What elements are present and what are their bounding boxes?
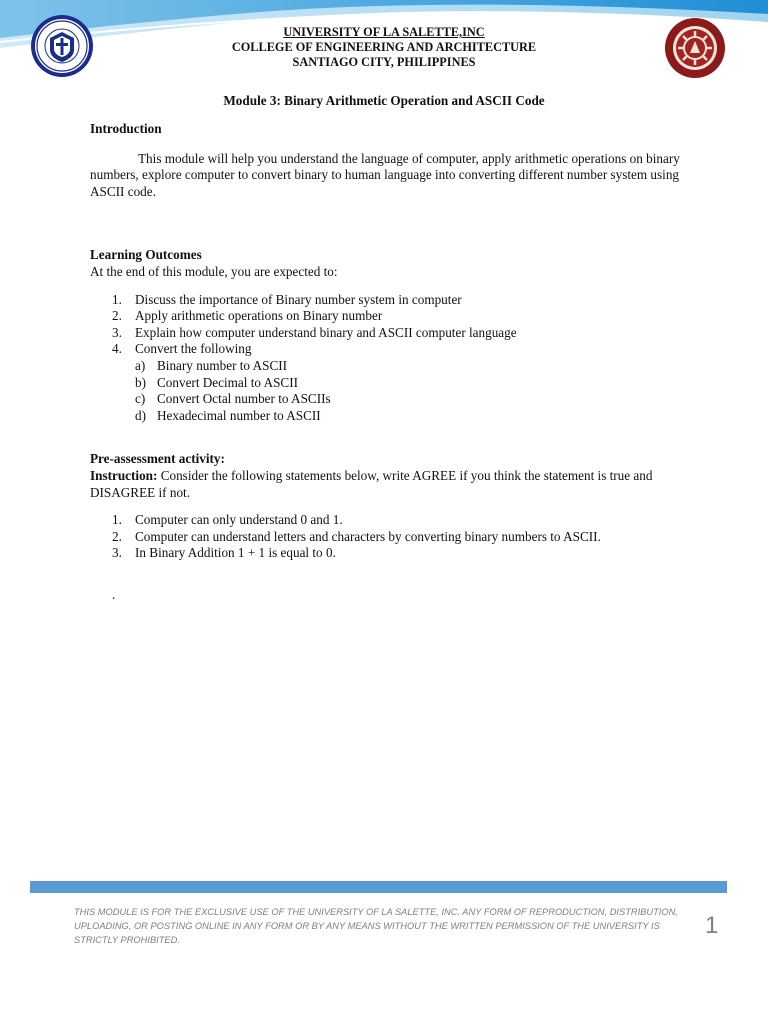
list-marker: 3. bbox=[112, 545, 122, 561]
conversion-sublist bbox=[135, 358, 680, 424]
list-item-text: Explain how computer understand binary and ASCII computer language bbox=[135, 324, 517, 340]
list-item bbox=[112, 512, 680, 529]
list-item-text: Discuss the importance of Binary number system in computer bbox=[135, 291, 462, 307]
list-item bbox=[112, 545, 680, 562]
list-marker: 2. bbox=[112, 308, 122, 324]
list-marker: 1. bbox=[112, 512, 122, 528]
learning-outcomes-lead: At the end of this module, you are expected to: bbox=[90, 263, 338, 279]
introduction-paragraph: This module will help you understand the language of computer, apply arithmetic operations on binary numbers, explore computer to convert binary to human language into converting different number system using ASCII code. bbox=[90, 150, 680, 199]
instruction-text: Consider the following statements below, write AGREE if you think the statement is true and DISAGREE if not. bbox=[90, 467, 653, 500]
list-item bbox=[112, 325, 680, 342]
learning-outcomes-heading: Learning Outcomes bbox=[90, 247, 202, 263]
list-item-text: Binary number to ASCII bbox=[157, 357, 288, 373]
document-header bbox=[0, 25, 768, 70]
list-marker: 4. bbox=[112, 341, 122, 357]
instruction-label: Instruction: bbox=[90, 467, 158, 483]
university-location: SANTIAGO CITY, PHILIPPINES bbox=[292, 55, 476, 69]
footer-bar bbox=[30, 881, 727, 893]
list-item-text: In Binary Addition 1 + 1 is equal to 0. bbox=[135, 545, 336, 561]
list-item-text: Convert the following bbox=[135, 341, 252, 357]
list-item bbox=[112, 341, 680, 424]
college-name: COLLEGE OF ENGINEERING AND ARCHITECTURE bbox=[231, 40, 537, 54]
university-name: UNIVERSITY OF LA SALETTE,INC bbox=[283, 25, 485, 39]
page-number: 1 bbox=[705, 912, 719, 939]
list-marker: 3. bbox=[112, 324, 122, 340]
list-item-text: Hexadecimal number to ASCII bbox=[157, 407, 321, 423]
sub-list-item bbox=[135, 375, 680, 392]
sub-list-item bbox=[135, 391, 680, 408]
introduction-heading: Introduction bbox=[90, 121, 162, 136]
list-item-text: Apply arithmetic operations on Binary number bbox=[135, 308, 383, 324]
list-marker: b) bbox=[135, 374, 146, 390]
list-marker: c) bbox=[135, 391, 146, 407]
list-marker: 1. bbox=[112, 291, 122, 307]
pre-assessment-heading: Pre-assessment activity: bbox=[90, 451, 225, 467]
list-item bbox=[112, 292, 680, 309]
learning-outcomes-list bbox=[112, 292, 680, 425]
list-item-text: Computer can understand letters and characters by converting binary numbers to ASCII. bbox=[135, 528, 601, 544]
list-marker: a) bbox=[135, 357, 146, 373]
module-content bbox=[90, 120, 680, 603]
pre-assessment-instruction bbox=[90, 468, 680, 501]
pre-assessment-list bbox=[112, 512, 680, 562]
list-item-text: Computer can only understand 0 and 1. bbox=[135, 512, 343, 528]
list-item-text: Convert Octal number to ASCIIs bbox=[157, 391, 331, 407]
module-title: Module 3: Binary Arithmetic Operation and ASCII Code bbox=[223, 93, 545, 108]
list-item bbox=[112, 308, 680, 325]
list-marker: 2. bbox=[112, 528, 122, 544]
sub-list-item bbox=[135, 358, 680, 375]
list-marker: d) bbox=[135, 407, 146, 423]
list-item-text: Convert Decimal to ASCII bbox=[157, 374, 299, 390]
sub-list-item bbox=[135, 408, 680, 425]
trailing-period: . bbox=[112, 586, 116, 602]
list-item bbox=[112, 529, 680, 546]
footer-copyright-notice: THIS MODULE IS FOR THE EXCLUSIVE USE OF THE UNIVERSITY OF LA SALETTE, INC. ANY FORM OF REPRODUCTION, DISTRIBUTION, UPLOADING, OR POSTING ONLINE IN ANY FORM OR BY ANY MEANS WITHOUT THE WRITTEN PERMISSION OF THE UNIVERSITY IS STRICTLY PROHIBITED. bbox=[74, 907, 678, 945]
